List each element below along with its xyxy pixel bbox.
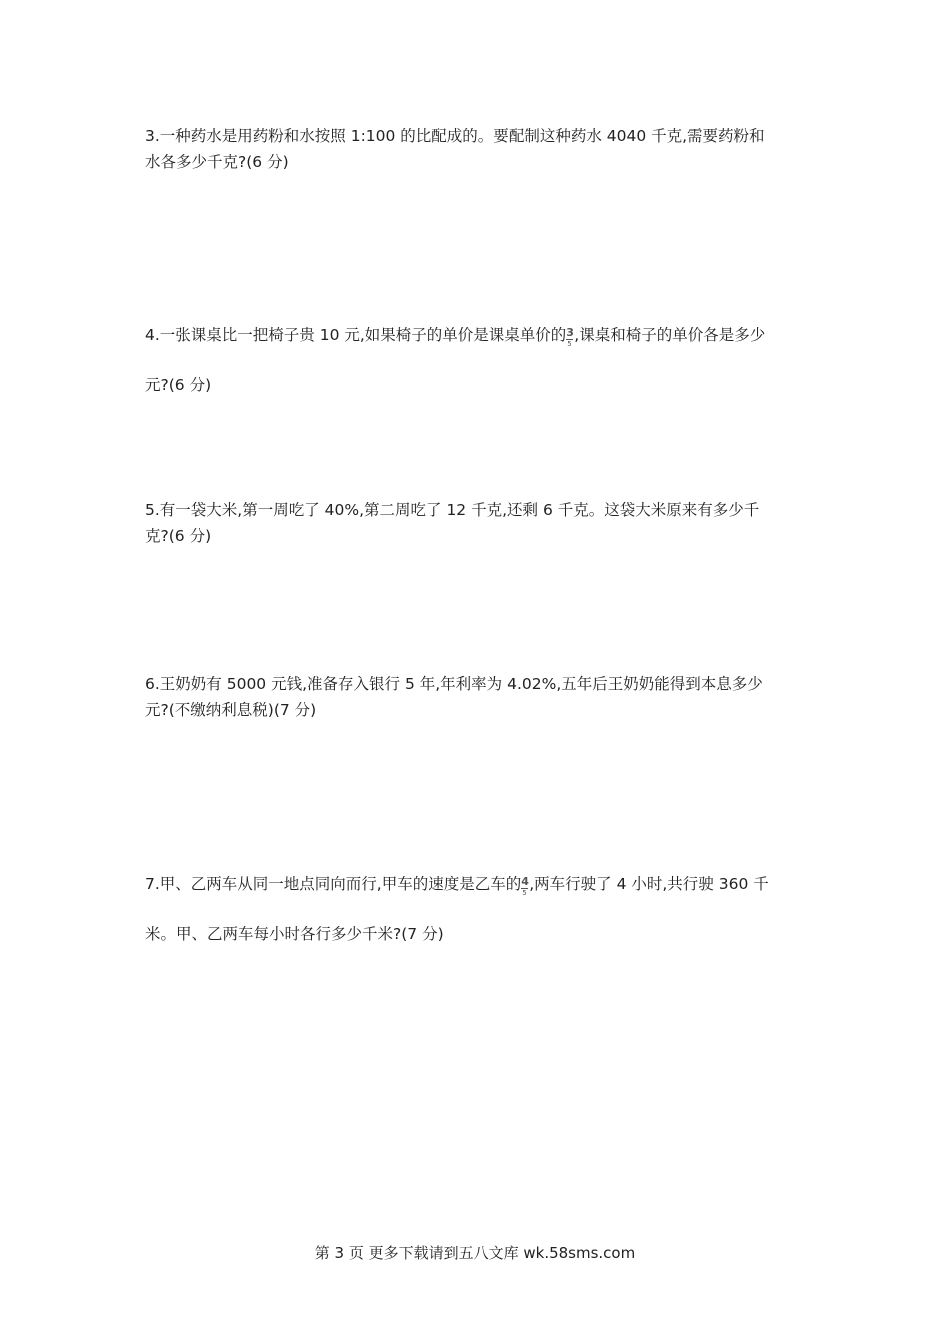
question-5-line-2: 克?(6 分) [145, 527, 212, 545]
question-4-line-2: 元?(6 分) [145, 376, 212, 394]
question-5 [145, 497, 807, 549]
question-7-line-2: 米。甲、乙两车每小时各行多少千米?(7 分) [145, 925, 444, 943]
question-6 [145, 671, 807, 723]
question-4-text-after-fraction: ,课桌和椅子的单价各是多少 [574, 326, 766, 344]
question-4-fraction [566, 322, 574, 348]
question-5-line-1: 5.有一袋大米,第一周吃了 40%,第二周吃了 12 千克,还剩 6 千克。这袋大米原来有多少千 [145, 501, 760, 519]
question-3-line-1: 3.一种药水是用药粉和水按照 1:100 的比配成的。要配制这种药水 4040 千克,需要药粉和 [145, 127, 765, 145]
question-7-line-1 [145, 871, 807, 897]
fraction-denominator: 5 [567, 340, 572, 348]
question-3 [145, 123, 807, 175]
question-7-text-after-fraction: ,两车行驶了 4 小时,共行驶 360 千 [529, 875, 769, 893]
question-3-line-2: 水各多少千克?(6 分) [145, 153, 289, 171]
fraction-denominator: 5 [522, 889, 527, 897]
fraction-numerator: 3 [566, 326, 574, 339]
question-4-text-before-fraction: 4.一张课桌比一把椅子贵 10 元,如果椅子的单价是课桌单价的 [145, 326, 567, 344]
question-6-line-1: 6.王奶奶有 5000 元钱,准备存入银行 5 年,年利率为 4.02%,五年后王奶奶能得到本息多少 [145, 675, 763, 693]
question-4 [145, 322, 807, 398]
question-7-text-before-fraction: 7.甲、乙两车从同一地点同向而行,甲车的速度是乙车的 [145, 875, 522, 893]
question-6-line-2: 元?(不缴纳利息税)(7 分) [145, 701, 317, 719]
question-4-line-1 [145, 322, 807, 348]
question-7-fraction [521, 871, 529, 897]
question-7 [145, 871, 807, 947]
fraction-numerator: 4 [521, 875, 529, 888]
page-footer: 第 3 页 更多下载请到五八文库 wk.58sms.com [314, 1244, 636, 1262]
